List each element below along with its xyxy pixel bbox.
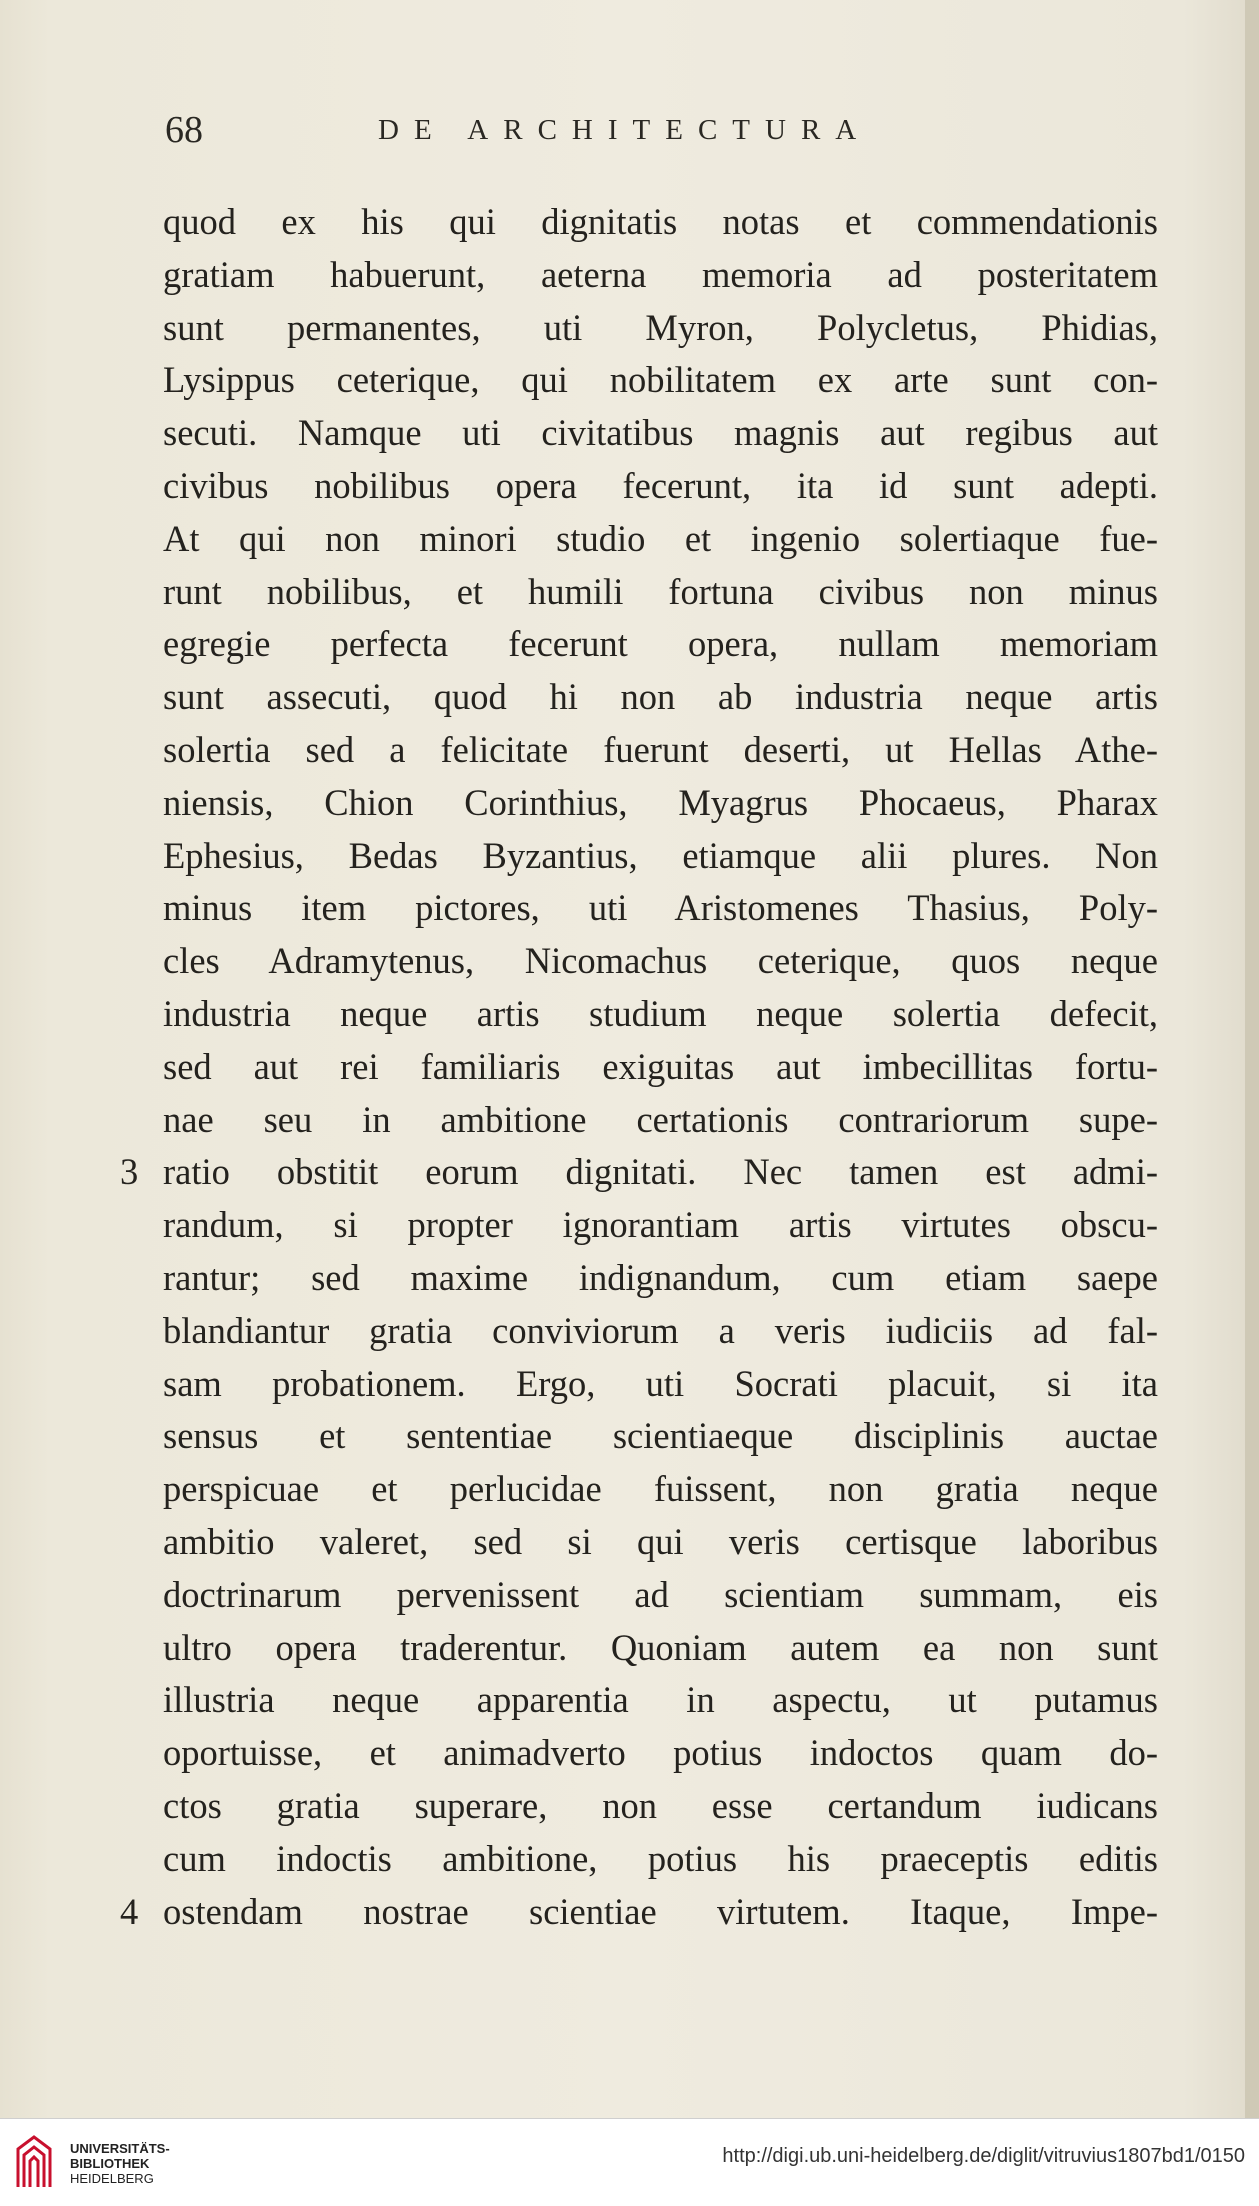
text-line: sunt permanentes, uti Myron, Polycletus, Phidias, — [163, 306, 1158, 348]
text-line: ambitio valeret, sed si qui veris certisque laboribus — [163, 1520, 1158, 1562]
text-line: blandiantur gratia conviviorum a veris iudiciis ad fal- — [163, 1309, 1158, 1351]
text-line: sam probationem. Ergo, uti Socrati placuit, si ita — [163, 1362, 1158, 1404]
text-line: ctos gratia superare, non esse certandum iudicans — [163, 1784, 1158, 1826]
text-line: ultro opera traderentur. Quoniam autem ea non sunt — [163, 1626, 1158, 1668]
section-number: 3 — [120, 1151, 139, 1193]
text-line: Lysippus ceterique, qui nobilitatem ex arte sunt con- — [163, 359, 1158, 401]
text-line: quod ex his qui dignitatis notas et commendationis — [163, 201, 1158, 242]
library-name-line1: UNIVERSITÄTS- — [70, 2141, 170, 2156]
text-line: doctrinarum pervenissent ad scientiam summam, eis — [163, 1573, 1158, 1615]
text-line: randum, si propter ignorantiam artis virtutes obscu- — [163, 1204, 1158, 1246]
text-line: nae seu in ambitione certationis contrariorum supe- — [163, 1098, 1158, 1140]
text-line: solertia sed a felicitate fuerunt deserti, ut Hellas Athe- — [163, 728, 1158, 770]
text-line: ratio obstitit eorum dignitati. Nec tamen est admi- — [163, 1151, 1158, 1193]
page-number: 68 — [165, 109, 203, 151]
text-line: secuti. Namque uti civitatibus magnis aut regibus aut — [163, 412, 1158, 454]
section-number: 4 — [120, 1890, 139, 1932]
text-line: oportuisse, et animadverto potius indoctos quam do- — [163, 1732, 1158, 1774]
text-line: sunt assecuti, quod hi non ab industria neque artis — [163, 676, 1158, 718]
text-line: illustria neque apparentia in aspectu, ut putamus — [163, 1679, 1158, 1721]
text-line: At qui non minori studio et ingenio solertiaque fue- — [163, 517, 1158, 559]
text-line: niensis, Chion Corinthius, Myagrus Phocaeus, Pharax — [163, 781, 1158, 823]
footer-bar — [0, 2118, 1259, 2206]
library-name-line2: BIBLIOTHEK — [70, 2156, 150, 2171]
text-line: sed aut rei familiaris exiguitas aut imbecillitas fortu- — [163, 1045, 1158, 1087]
text-line: perspicuae et perlucidae fuissent, non gratia neque — [163, 1468, 1158, 1510]
library-name — [70, 2141, 170, 2186]
text-line: runt nobilibus, et humili fortuna civibus non minus — [163, 570, 1158, 612]
text-line: egregie perfecta fecerunt opera, nullam memoriam — [163, 623, 1158, 665]
library-name-line3: HEIDELBERG — [70, 2171, 154, 2186]
running-head — [160, 108, 1160, 168]
text-line: Ephesius, Bedas Byzantius, etiamque alii plures. Non — [163, 834, 1158, 876]
text-line: rantur; sed maxime indignandum, cum etiam saepe — [163, 1256, 1158, 1298]
page-title: DE ARCHITECTURA — [378, 114, 872, 146]
text-line: gratiam habuerunt, aeterna memoria ad posteritatem — [163, 253, 1158, 295]
text-line: civibus nobilibus opera fecerunt, ita id sunt adepti. — [163, 464, 1158, 506]
text-line: minus item pictores, uti Aristomenes Thasius, Poly- — [163, 887, 1158, 929]
text-line: ostendam nostrae scientiae virtutem. Itaque, Impe- — [163, 1890, 1158, 1932]
source-url-link[interactable]: http://digi.ub.uni-heidelberg.de/diglit/vitruvius1807bd1/0150 — [722, 2145, 1245, 2167]
university-library-logo-icon — [14, 2133, 54, 2191]
text-line: cles Adramytenus, Nicomachus ceterique, quos neque — [163, 940, 1158, 982]
page-gutter — [1245, 0, 1259, 2118]
text-line: cum indoctis ambitione, potius his praeceptis editis — [163, 1837, 1158, 1879]
text-line: sensus et sententiae scientiaeque disciplinis auctae — [163, 1415, 1158, 1457]
body-text — [163, 196, 1163, 1938]
text-line: industria neque artis studium neque solertia defecit, — [163, 992, 1158, 1034]
